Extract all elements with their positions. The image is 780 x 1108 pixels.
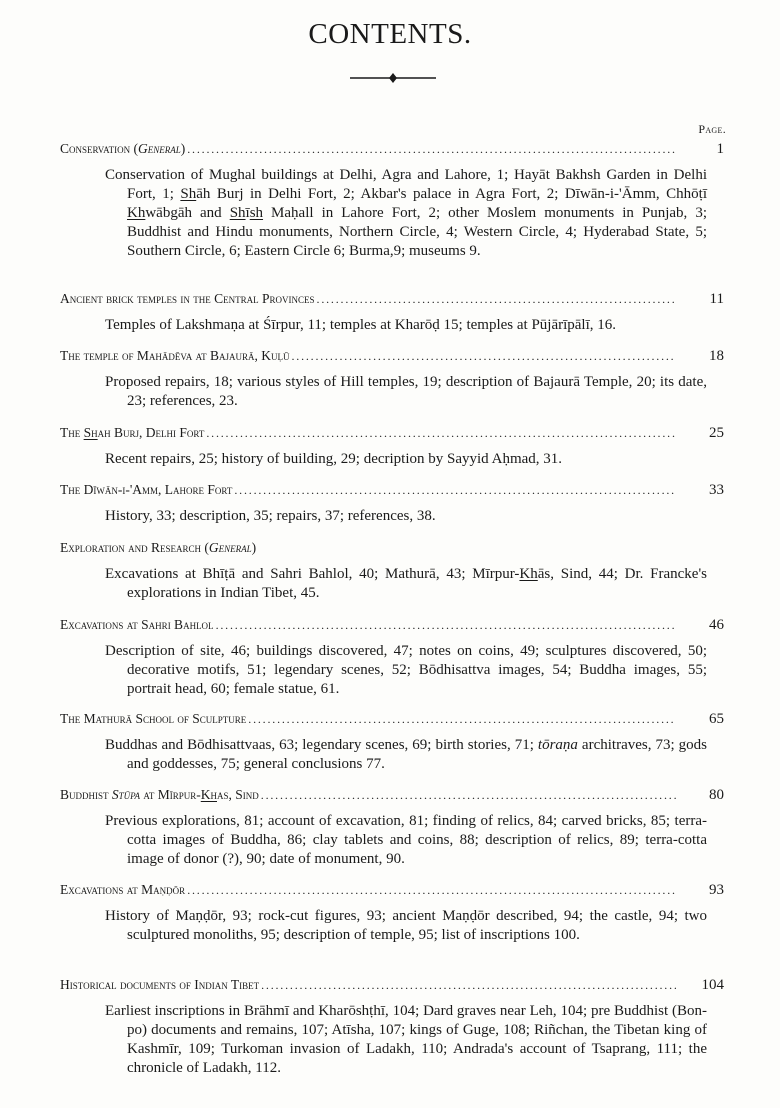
heading-text: The temple of Mahādēva at Bajaurā, Kuḷū bbox=[60, 348, 290, 363]
summary-text: wābgāh and bbox=[145, 205, 230, 221]
page-number: 25 bbox=[709, 425, 724, 441]
toc-entry-heading-row bbox=[60, 977, 724, 996]
heading-text: General bbox=[208, 540, 252, 555]
toc-entry-heading bbox=[60, 711, 246, 727]
heading-text: Stūpa bbox=[111, 787, 140, 802]
toc-entry-summary bbox=[105, 642, 707, 699]
toc-entry bbox=[60, 540, 724, 603]
toc-entry-heading-row bbox=[60, 141, 724, 160]
toc-entry bbox=[60, 348, 724, 411]
dot-leader bbox=[234, 483, 676, 498]
toc-entry-heading bbox=[60, 482, 232, 498]
heading-text: Ancient brick temples in the Central Provinces bbox=[60, 291, 315, 306]
dot-leader bbox=[261, 978, 676, 993]
toc-entry-heading-row bbox=[60, 540, 724, 559]
toc-entry-heading-row bbox=[60, 787, 724, 806]
summary-text: Kh bbox=[519, 566, 538, 582]
toc-entry bbox=[60, 291, 724, 335]
summary-text: Earliest inscriptions in Brāhmī and Kharōshṭhī, 104; Dard graves near Leh, 104; pre Buddhist (Bon-po) documents and remains, 107; Atīsha, 107; kings of Guge, 108; Riñchan, the Tibetan king of Kashmīr, 109; Turkoman invasion of Ladakh, 110; Andrada's account of Tsaprang, 111; the chronicle of Ladakh, 112. bbox=[105, 1003, 707, 1076]
dot-leader bbox=[206, 426, 676, 441]
dot-leader bbox=[317, 292, 676, 307]
heading-text: The Mathurā School of Sculpture bbox=[60, 711, 247, 726]
page-number: 93 bbox=[709, 882, 724, 898]
summary-text: Kh bbox=[127, 205, 146, 221]
toc-entry-heading-row bbox=[60, 291, 724, 310]
heading-text: General bbox=[138, 141, 181, 156]
toc-entry-heading-row bbox=[60, 711, 724, 730]
toc-entry bbox=[60, 711, 724, 774]
page-number: 104 bbox=[701, 977, 724, 993]
toc-entry-summary bbox=[105, 812, 707, 869]
summary-text: sh bbox=[249, 205, 264, 221]
toc-entry bbox=[60, 141, 724, 261]
heading-text: ) bbox=[251, 540, 257, 555]
dot-leader bbox=[216, 618, 676, 633]
summary-text: Buddhas and Bōdhisattvaas, 63; legendary scenes, 69; birth stories, 71; bbox=[105, 737, 538, 753]
toc-entry-heading bbox=[60, 348, 289, 364]
toc-entry-summary bbox=[105, 450, 707, 469]
toc-entry-summary bbox=[105, 507, 707, 526]
heading-text: Historical documents of Indian Tibet bbox=[60, 977, 260, 992]
heading-text: Exploration and Research ( bbox=[60, 540, 209, 555]
toc-entry-heading-row bbox=[60, 425, 724, 444]
toc-entry-summary bbox=[105, 907, 707, 945]
summary-text: ās, Sind, 44; Dr. Francke's explorations in Indian Tibet, 45. bbox=[127, 566, 707, 601]
heading-text: The Dīwān-i-'Amm, Lahore Fort bbox=[60, 482, 233, 497]
toc-entry bbox=[60, 482, 724, 526]
toc-entry-heading-row bbox=[60, 617, 724, 636]
toc-entry-heading bbox=[60, 291, 315, 307]
toc-entry-summary bbox=[105, 565, 707, 603]
toc-entry-heading bbox=[60, 617, 214, 633]
summary-text: ī bbox=[245, 205, 250, 221]
toc-entry-summary bbox=[105, 736, 707, 774]
summary-text: Sh bbox=[229, 205, 246, 221]
summary-text: tōraṇa bbox=[537, 737, 578, 753]
page-number: 80 bbox=[709, 787, 724, 803]
toc-entry bbox=[60, 787, 724, 869]
heading-text: The bbox=[60, 425, 84, 440]
heading-text: at Mīrpur- bbox=[139, 787, 201, 802]
dot-leader bbox=[261, 788, 676, 803]
heading-text: Excavations at Maṇḍōr bbox=[60, 882, 186, 897]
toc-entry-heading-row bbox=[60, 348, 724, 367]
toc-entry bbox=[60, 617, 724, 699]
summary-text: History of Maṇḍōr, 93; rock-cut figures, 93; ancient Maṇḍōr described, 94; the castle, 94; two sculptured monoliths, 95; description of temple, 95; list of inscriptions 100. bbox=[105, 908, 707, 943]
page-number: 33 bbox=[709, 482, 724, 498]
toc-entry-heading-row bbox=[60, 482, 724, 501]
toc-entry-heading bbox=[60, 977, 259, 993]
page-number: 46 bbox=[709, 617, 724, 633]
heading-text: ) bbox=[180, 141, 186, 156]
ornament-divider bbox=[350, 73, 436, 83]
toc-entry-summary bbox=[105, 1002, 707, 1078]
summary-text: Sh bbox=[180, 186, 197, 202]
dot-leader bbox=[187, 142, 676, 157]
toc-entry-heading-row bbox=[60, 882, 724, 901]
toc-entry-heading bbox=[60, 141, 185, 157]
toc-entry-heading bbox=[60, 787, 259, 803]
toc-entry-summary bbox=[105, 316, 707, 335]
heading-text: Excavations at Sahri Bahlol bbox=[60, 617, 214, 632]
heading-text: ah Burj, Delhi Fort bbox=[97, 425, 205, 440]
toc-entry-summary bbox=[105, 373, 707, 411]
page-column-header: Page. bbox=[698, 122, 726, 136]
page-number: 18 bbox=[709, 348, 724, 364]
heading-text: Kh bbox=[200, 787, 217, 802]
summary-text: Recent repairs, 25; history of building, 29; decription by Sayyid Aḥmad, 31. bbox=[105, 451, 563, 467]
dot-leader bbox=[291, 349, 676, 364]
summary-text: Proposed repairs, 18; various styles of Hill temples, 19; description of Bajaurā Temple, 20; its date, 23; references, 23. bbox=[105, 374, 707, 409]
heading-text: Sh bbox=[83, 425, 98, 440]
toc-entry-heading bbox=[60, 882, 185, 898]
dot-leader bbox=[248, 712, 676, 727]
toc-entry bbox=[60, 882, 724, 945]
toc-entry-heading bbox=[60, 425, 204, 441]
toc-entry bbox=[60, 977, 724, 1078]
heading-text: Conservation ( bbox=[60, 141, 138, 156]
summary-text: architraves, 73; gods and goddesses, 75; general conclusions 77. bbox=[127, 737, 707, 772]
heading-text: Buddhist bbox=[60, 787, 112, 802]
toc-entry-heading bbox=[60, 540, 256, 556]
summary-text: Maḥall in Lahore Fort, 2; other Moslem monuments in Punjab, 3; Buddhist and Hindu monuments, Northern Circle, 4; Western Circle, 4; Hyderabad State, 5; Southern Circle, 6; Eastern Circle 6; Burma,9; museums 9. bbox=[127, 205, 707, 259]
dot-leader bbox=[187, 883, 676, 898]
summary-text: Description of site, 46; buildings discovered, 47; notes on coins, 49; sculptures discovered, 50; decorative motifs, 51; legendary scenes, 52; Bōdhisattva images, 54; Buddha images, 55; portrait head, 60; female statue, 61. bbox=[105, 643, 707, 697]
page-number: 65 bbox=[709, 711, 724, 727]
toc-entry-summary bbox=[105, 166, 707, 261]
summary-text: Previous explorations, 81; account of excavation, 81; finding of relics, 84; carved bricks, 85; terra-cotta images of Buddha, 86; clay tablets and coins, 88; description of relics, 89; terra-cotta image of donor (?), 90; date of monument, 90. bbox=[105, 813, 707, 867]
summary-text: Temples of Lakshmaṇa at Śīrpur, 11; temples at Kharōḍ 15; temples at Pūjārīpālī, 16. bbox=[105, 317, 617, 333]
toc-entry bbox=[60, 425, 724, 469]
summary-text: āh Burj in Delhi Fort, 2; Akbar's palace in Agra Fort, 2; Dīwān-i-'Āmm, Chhōṭī bbox=[196, 186, 707, 202]
heading-text: as, Sind bbox=[217, 787, 259, 802]
summary-text: Conservation of Mughal buildings at Delhi, Agra and Lahore, 1; Hayāt Bakhsh Garden in Delhi Fort, 1; bbox=[105, 167, 707, 202]
page-number: 11 bbox=[709, 291, 724, 307]
page-title: CONTENTS. bbox=[308, 18, 472, 50]
page-number: 1 bbox=[716, 141, 724, 157]
summary-text: Excavations at Bhīṭā and Sahri Bahlol, 40; Mathurā, 43; Mīrpur- bbox=[105, 566, 520, 582]
summary-text: History, 33; description, 35; repairs, 37; references, 38. bbox=[105, 508, 436, 524]
